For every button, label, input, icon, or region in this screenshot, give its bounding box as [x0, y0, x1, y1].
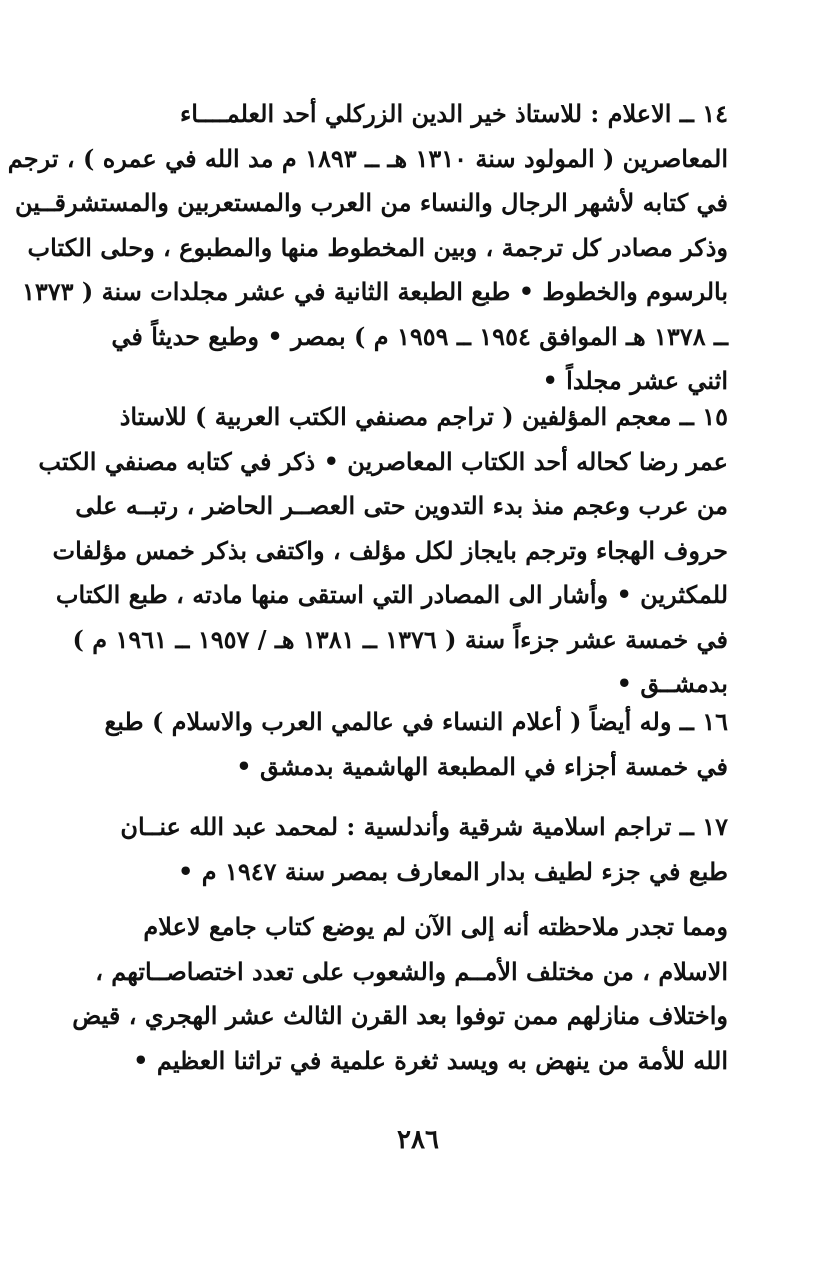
text-line: للمكثرين • وأشار الى المصادر التي استقى منها مادته ، طبع الكتاب: [55, 580, 728, 609]
closing-paragraph: [72, 905, 728, 1083]
entry-15-paragraph: [38, 395, 728, 707]
text-line: الاسلام ، من مختلف الأمــم والشعوب على تعدد اختصاصــاتهم ،: [95, 956, 728, 986]
text-line: ومما تجدر ملاحظته أنه إلى الآن لم يوضع كتاب جامع لاعلام: [143, 912, 728, 941]
text-line: في خمسة عشر جزءاً سنة ( ١٣٧٦ ــ ١٣٨١ هـ / ١٩٥٧ ــ ١٩٦١ م ): [72, 624, 728, 654]
text-line: بدمشــق •: [616, 669, 728, 698]
text-line: في خمسة أجزاء في المطبعة الهاشمية بدمشق •: [236, 751, 728, 781]
entry-14-paragraph: [7, 92, 728, 404]
text-line: اثني عشر مجلداً •: [542, 366, 728, 395]
text-line: ١٦ ــ وله أيضاً ( أعلام النساء في عالمي العرب والاسلام ) طبع: [104, 707, 728, 736]
text-line: ١٧ ــ تراجم اسلامية شرقية وأندلسية : لمحمد عبد الله عنــان: [120, 812, 728, 841]
entry-16-paragraph: [92, 700, 728, 789]
text-line: في كتابه لأشهر الرجال والنساء من العرب والمستعربين والمستشرقــين: [14, 188, 728, 217]
page-number: ٢٨٦: [397, 1125, 439, 1155]
text-line: حروف الهجاء وترجم بايجاز لكل مؤلف ، واكتفى بذكر خمس مؤلفات: [52, 535, 728, 565]
entry-17-paragraph: [92, 805, 728, 894]
text-line: المعاصرين ( المولود سنة ١٣١٠ هـ ــ ١٨٩٣ م مد الله في عمره ) ، ترجم: [7, 143, 728, 173]
text-line: واختلاف منازلهم ممن توفوا بعد القرن الثالث عشر الهجري ، قيض: [72, 1001, 728, 1030]
text-line: طبع في جزء لطيف بدار المعارف بمصر سنة ١٩٤٧ م •: [178, 856, 728, 886]
text-line: الله للأمة من ينهض به ويسد ثغرة علمية في تراثنا العظيم •: [133, 1045, 728, 1075]
text-line: من عرب وعجم منذ بدء التدوين حتى العصــر الحاضر ، رتبــه على: [75, 491, 728, 520]
text-line: ــ ١٣٧٨ هـ الموافق ١٩٥٤ ــ ١٩٥٩ م ) بمصر • وطبع حديثاً في: [111, 321, 728, 351]
text-line: ١٤ ــ الاعلام : للاستاذ خير الدين الزركلي أحد العلمــــاء: [180, 99, 728, 128]
text-line: وذكر مصادر كل ترجمة ، وبين المخطوط منها والمطبوع ، وحلى الكتاب: [27, 232, 728, 262]
text-line: عمر رضا كحاله أحد الكتاب المعاصرين • ذكر في كتابه مصنفي الكتب: [38, 446, 728, 476]
text-line: بالرسوم والخطوط • طبع الطبعة الثانية في عشر مجلدات سنة ( ١٣٧٣: [21, 277, 728, 306]
text-line: ١٥ ــ معجم المؤلفين ( تراجم مصنفي الكتب العربية ) للاستاذ: [119, 402, 728, 431]
